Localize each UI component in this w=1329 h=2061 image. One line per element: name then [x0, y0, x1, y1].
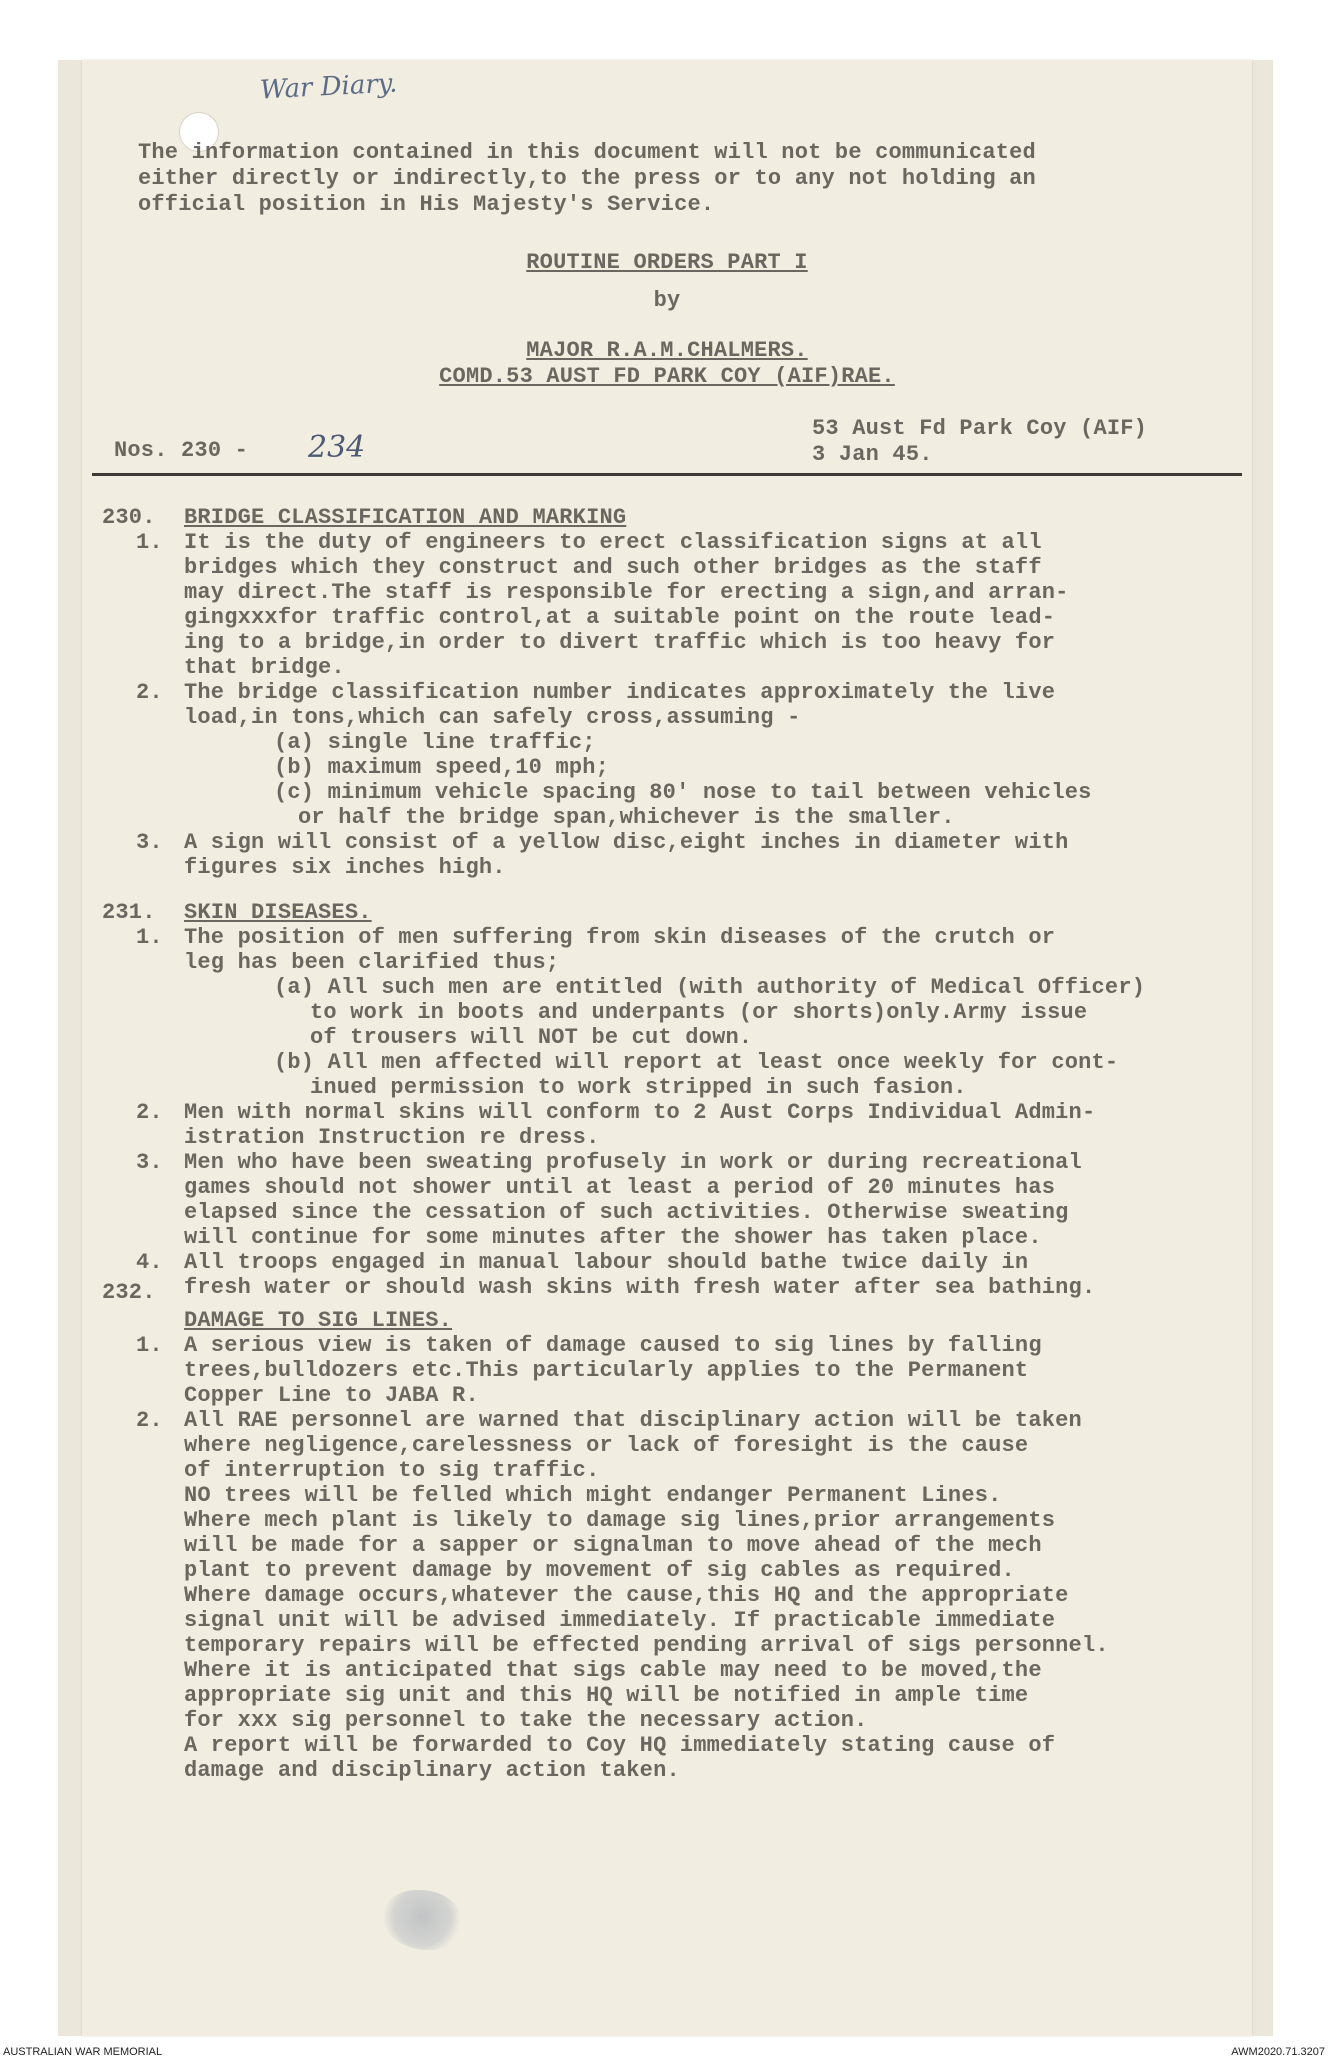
- unit-name: 53 Aust Fd Park Coy (AIF): [812, 416, 1148, 441]
- paragraph-number: 2.: [136, 1408, 163, 1433]
- orders-range: Nos. 230 -: [114, 438, 249, 463]
- body-line: (b) maximum speed,10 mph;: [274, 755, 610, 780]
- disclaimer-line-1: The information contained in this document will not be communicated: [138, 140, 1036, 165]
- section-heading: DAMAGE TO SIG LINES.: [184, 1308, 453, 1333]
- body-line: (b) All men affected will report at least once weekly for cont-: [274, 1050, 1119, 1075]
- body-line: A report will be forwarded to Coy HQ immediately stating cause of: [184, 1733, 1056, 1758]
- paragraph-number: 4.: [136, 1250, 163, 1275]
- ink-stain: [382, 1890, 462, 1950]
- body-line: (a) All such men are entitled (with authority of Medical Officer): [274, 975, 1146, 1000]
- body-line: figures six inches high.: [184, 855, 506, 880]
- body-line: The bridge classification number indicates approximately the live: [184, 680, 1056, 705]
- body-line: that bridge.: [184, 655, 345, 680]
- body-line: load,in tons,which can safely cross,assuming -: [184, 705, 801, 730]
- body-line: temporary repairs will be effected pending arrival of sigs personnel.: [184, 1633, 1109, 1658]
- body-line: trees,bulldozers etc.This particularly applies to the Permanent: [184, 1358, 1029, 1383]
- body-line: Copper Line to JABA R.: [184, 1383, 479, 1408]
- body-line: Where mech plant is likely to damage sig lines,prior arrangements: [184, 1508, 1056, 1533]
- body-line: may direct.The staff is responsible for erecting a sign,and arran-: [184, 580, 1069, 605]
- header-divider: [92, 473, 1242, 476]
- body-line: signal unit will be advised immediately. If practicable immediate: [184, 1608, 1056, 1633]
- body-line: (c) minimum vehicle spacing 80' nose to tail between vehicles: [274, 780, 1092, 805]
- body-line: games should not shower until at least a period of 20 minutes has: [184, 1175, 1056, 1200]
- body-line: to work in boots and underpants (or shorts)only.Army issue: [310, 1000, 1088, 1025]
- paragraph-number: 3.: [136, 830, 163, 855]
- body-line: A sign will consist of a yellow disc,eight inches in diameter with: [184, 830, 1069, 855]
- body-line: istration Instruction re dress.: [184, 1125, 600, 1150]
- section-heading: SKIN DISEASES.: [184, 900, 372, 925]
- body-line: appropriate sig unit and this HQ will be notified in ample time: [184, 1683, 1029, 1708]
- body-line: will be made for a sapper or signalman to move ahead of the mech: [184, 1533, 1042, 1558]
- body-line: ing to a bridge,in order to divert traffic which is too heavy for: [184, 630, 1056, 655]
- body-line: for xxx sig personnel to take the necessary action.: [184, 1708, 868, 1733]
- body-line: (a) single line traffic;: [274, 730, 596, 755]
- body-line: leg has been clarified thus;: [184, 950, 560, 975]
- section-heading: BRIDGE CLASSIFICATION AND MARKING: [184, 505, 627, 530]
- body-line: bridges which they construct and such other bridges as the staff: [184, 555, 1042, 580]
- body-line: damage and disciplinary action taken.: [184, 1758, 680, 1783]
- signatory-name: MAJOR R.A.M.CHALMERS.: [526, 338, 808, 363]
- body-line: inued permission to work stripped in such fasion.: [310, 1075, 967, 1100]
- body-line: plant to prevent damage by movement of sig cables as required.: [184, 1558, 1015, 1583]
- body-line: where negligence,carelessness or lack of foresight is the cause: [184, 1433, 1029, 1458]
- issue-date: 3 Jan 45.: [812, 442, 933, 467]
- paragraph-number: 1.: [136, 1333, 163, 1358]
- signatory-unit: COMD.53 AUST FD PARK COY (AIF)RAE.: [439, 364, 895, 389]
- body-line: Where it is anticipated that sigs cable may need to be moved,the: [184, 1658, 1042, 1683]
- footer-archive-name: AUSTRALIAN WAR MEMORIAL: [3, 2046, 163, 2058]
- body-line: All troops engaged in manual labour should bathe twice daily in: [184, 1250, 1029, 1275]
- body-line: of trousers will NOT be cut down.: [310, 1025, 753, 1050]
- disclaimer-line-2: either directly or indirectly,to the press or to any not holding an: [138, 166, 1036, 191]
- body-line: or half the bridge span,whichever is the smaller.: [298, 805, 955, 830]
- body-line: Where damage occurs,whatever the cause,this HQ and the appropriate: [184, 1583, 1069, 1608]
- section-number: 232.: [102, 1280, 156, 1305]
- body-line: elapsed since the cessation of such activities. Otherwise sweating: [184, 1200, 1069, 1225]
- body-line: Men with normal skins will conform to 2 Aust Corps Individual Admin-: [184, 1100, 1096, 1125]
- disclaimer-line-3: official position in His Majesty's Service.: [138, 192, 715, 217]
- body-line: will continue for some minutes after the shower has taken place.: [184, 1225, 1042, 1250]
- document-title: ROUTINE ORDERS PART I: [526, 250, 808, 275]
- body-line: NO trees will be felled which might endanger Permanent Lines.: [184, 1483, 1002, 1508]
- body-line: gingxxxfor traffic control,at a suitable point on the route lead-: [184, 605, 1056, 630]
- paragraph-number: 1.: [136, 925, 163, 950]
- body-line: The position of men suffering from skin diseases of the crutch or: [184, 925, 1056, 950]
- body-line: All RAE personnel are warned that disciplinary action will be taken: [184, 1408, 1082, 1433]
- document-page: [82, 60, 1252, 2036]
- body-line: Men who have been sweating profusely in work or during recreational: [184, 1150, 1082, 1175]
- paragraph-number: 3.: [136, 1150, 163, 1175]
- paragraph-number: 1.: [136, 530, 163, 555]
- body-line: A serious view is taken of damage caused to sig lines by falling: [184, 1333, 1042, 1358]
- section-number: 230.: [102, 505, 156, 530]
- by-label: by: [653, 288, 681, 313]
- body-line: of interruption to sig traffic.: [184, 1458, 600, 1483]
- footer-accession-number: AWM2020.71.3207: [1231, 2046, 1325, 2058]
- paragraph-number: 2.: [136, 680, 163, 705]
- body-line: It is the duty of engineers to erect classification signs at all: [184, 530, 1042, 555]
- handwritten-war-diary-note: War Diary.: [259, 68, 398, 106]
- section-number: 231.: [102, 900, 156, 925]
- paragraph-number: 2.: [136, 1100, 163, 1125]
- handwritten-order-number: 234: [308, 430, 366, 465]
- body-line: fresh water or should wash skins with fresh water after sea bathing.: [184, 1275, 1096, 1300]
